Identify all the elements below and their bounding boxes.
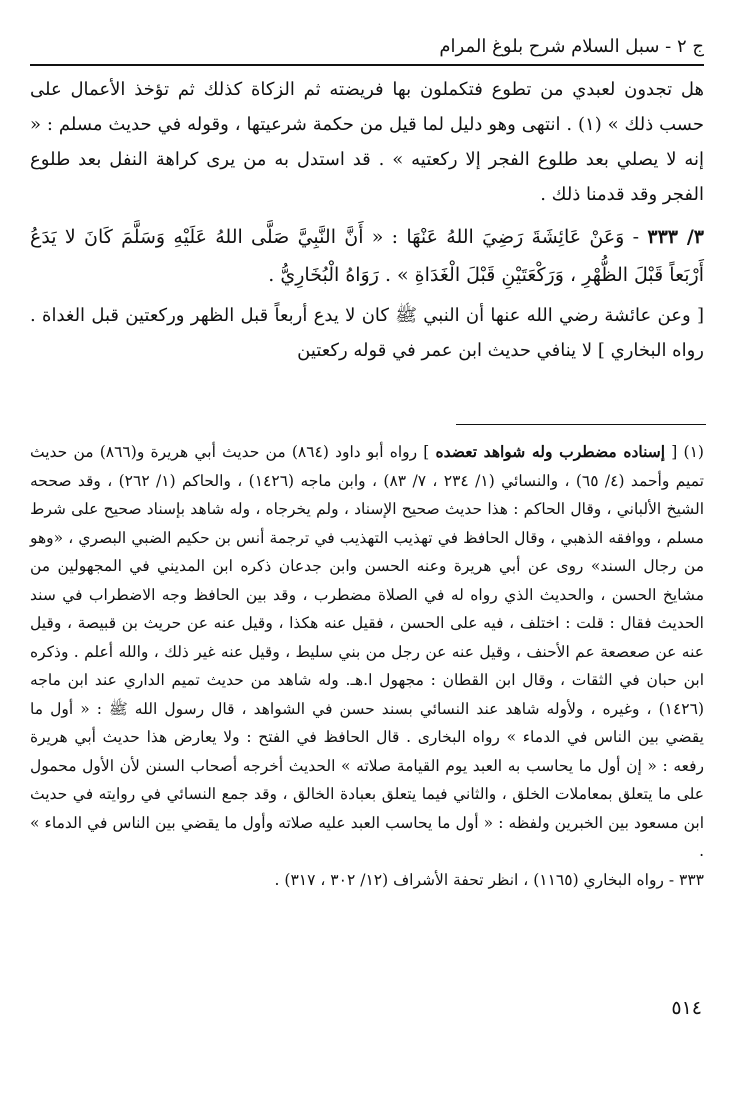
footnote-2: ٣٣٣ - رواه البخاري (١١٦٥) ، انظر تحفة الأشراف (١٢/ ٣٠٢ ، ٣١٧) .	[274, 870, 704, 889]
footnote-1-text: ] رواه أبو داود (٨٦٤) من حديث أبي هريرة و(٨٦٦) من حديث تميم وأحمد (٤/ ٦٥) ، والنسائي (١/ ٢٣٤ ، ٧/ ٨٣) ، وابن ماجه (١٤٢٦) ، والحاكم (١/ ٢٦٢) ، وقد صححه الشيخ الألباني ، وقال الحاكم : هذا حديث صحيح الإسناد ، ولم يخرجاه ، وله شاهد بإسناد صحيح على شرط مسلم ، ووافقه الذهبي ، وقال الحافظ في تهذيب التهذيب في ترجمة أنس بن حكيم الضبي البصري ، «وهو من رجال السند» روى عن أبي هريرة وعنه الحسن وابن جدعان ذكره ابن المديني في المجهولين من مشايخ الحسن ، والحديث الذي رواه له في الصلاة مضطرب ، وقد بين الحافظ وجه الاضطراب في سند الحديث فقال : قلت : اختلف ، فيه على الحسن ، فقيل عنه هكذا ، وقيل عنه عن حريث بن قبيصة ، وقيل عنه عن صعصعة عم الأحنف ، وقيل عنه عن رجل من بني سليط ، وقيل عنه غير ذلك ، والله أعلم . وذكره ابن حبان في الثقات ، وقال ابن القطان : مجهول ا.هـ. وله شاهد من حديث تميم الداري عند ابن ماجه (١٤٢٦) ، وغيره ، ولأوله شاهد عند النسائي بسند حسن في الشواهد ، قال رسول الله ﷺ : « أول ما يقضي بين الناس في الدماء » رواه البخارى . قال الحافظ في الفتح : ولا يعارض هذا حديث أبي هريرة رفعه : « إن أول ما يحاسب به العبد يوم القيامة صلاته » الحديث أخرجه أصحاب السنن لأن الأول محمول على ما يتعلق بمعاملات الخلق ، والثاني فيما يتعلق بعبادة الخالق ، وقد جمع النسائي في روايته في حديث ابن مسعود بين الخبرين ولفظه : « أول ما يحاسب العبد عليه صلاته وأول ما يقضي بين الناس في الدماء » .	[30, 443, 704, 860]
header-title: ج ٢ - سبل السلام شرح بلوغ المرام	[439, 36, 704, 57]
footnote-1	[30, 438, 704, 866]
running-header	[30, 34, 704, 66]
paragraph-explanation: [ وعن عائشة رضي الله عنها أن النبي ﷺ كان لا يدع أربعاً قبل الظهر وركعتين قبل الغداة . رواه البخاري ] لا ينافي حديث ابن عمر في قوله ركعتين	[30, 305, 704, 361]
paragraph-commentary: هل تجدون لعبدي من تطوع فتكملون بها فريضته ثم الزكاة كذلك ثم تؤخذ الأعمال على حسب ذلك » (١) . انتهى وهو دليل لما قيل من حكمة شرعيتها ، وقوله في حديث مسلم : « إنه لا يصلي بعد طلوع الفجر إلا ركعتيه » . قد استدل به من يرى كراهة النفل بعد طلوع الفجر وقد قدمنا ذلك .	[30, 79, 704, 205]
main-text	[30, 72, 704, 368]
hadith-block	[30, 218, 704, 294]
page-number: ٥١٤	[671, 997, 702, 1019]
footnotes	[30, 438, 704, 894]
hadith-number: ٣/ ٣٣٣	[647, 226, 705, 248]
footnote-1-heading: إسناده مضطرب وله شواهد تعضده	[435, 442, 666, 461]
footnote-divider	[456, 424, 706, 425]
hadith-text: - وَعَنْ عَائِشَةَ رَضِيَ اللهُ عَنْهَا : « أَنَّ النَّبِيَّ صَلَّى اللهُ عَلَيْهِ وَسَلَّمَ كَانَ لا يَدَعُ أَرْبَعاً قَبْلَ الظُّهْرِ ، وَرَكْعَتَيْنِ قَبْلَ الْغَدَاةِ » . رَوَاهُ الْبُخَارِيُّ .	[30, 226, 704, 286]
footnote-1-marker: (١) [	[671, 443, 704, 461]
